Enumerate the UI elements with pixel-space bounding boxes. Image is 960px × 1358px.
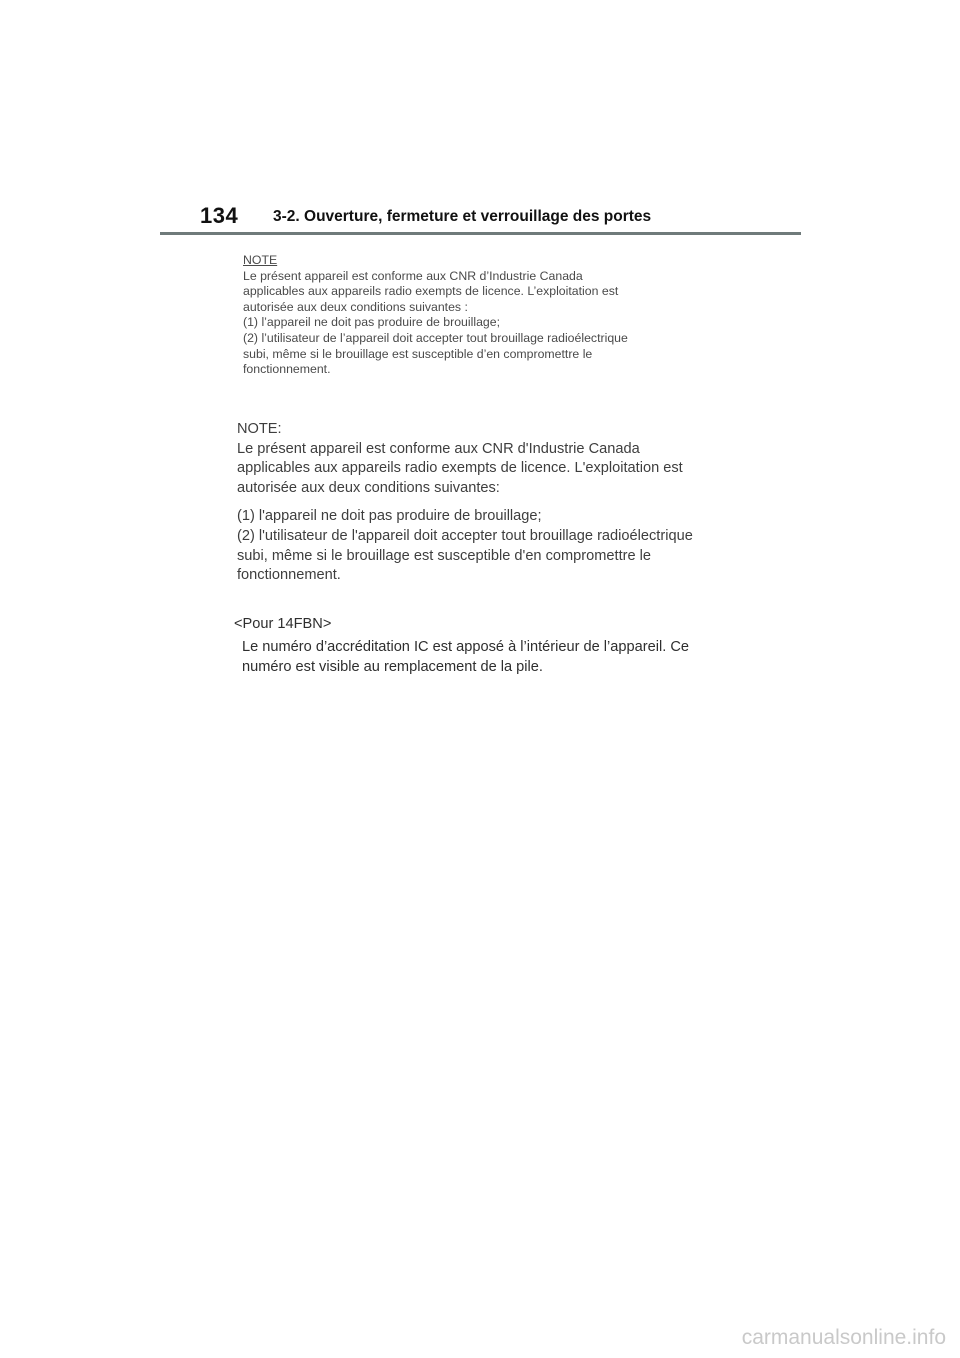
note-large-block bbox=[237, 420, 693, 586]
header-rule bbox=[160, 232, 801, 235]
note-small-line: Le présent appareil est conforme aux CNR d’Industrie Canada bbox=[243, 268, 583, 283]
note-large-title: NOTE: bbox=[237, 421, 282, 437]
model-note-line: Le numéro d’accréditation IC est apposé à l’intérieur de l’appareil. Ce bbox=[242, 639, 689, 655]
note-large-line: applicables aux appareils radio exempts de licence. L'exploitation est bbox=[237, 460, 683, 477]
note-large-line: autorisée aux deux conditions suivantes: bbox=[237, 479, 500, 496]
note-small-line: (1) l’appareil ne doit pas produire de brouillage; bbox=[243, 315, 501, 330]
note-large-line: (2) l'utilisateur de l'appareil doit accepter tout brouillage radioélectrique bbox=[237, 527, 693, 544]
model-note-line: numéro est visible au remplacement de la pile. bbox=[242, 658, 543, 675]
paragraph-gap bbox=[237, 498, 693, 507]
note-small-line: subi, même si le brouillage est susceptible d’en compromettre le bbox=[243, 346, 593, 361]
note-small-title: NOTE bbox=[243, 253, 278, 267]
note-small-line: autorisée aux deux conditions suivantes : bbox=[243, 299, 468, 314]
section-title: 3-2. Ouverture, fermeture et verrouillage des portes bbox=[273, 208, 652, 225]
note-small-block bbox=[243, 253, 628, 378]
note-large-line: Le présent appareil est conforme aux CNR d'Industrie Canada bbox=[237, 440, 640, 457]
note-large-line: subi, même si le brouillage est susceptible d'en compromettre le bbox=[237, 547, 652, 564]
note-large-line: (1) l'appareil ne doit pas produire de brouillage; bbox=[237, 508, 542, 525]
note-large-line: fonctionnement. bbox=[237, 567, 341, 584]
note-small-line: applicables aux appareils radio exempts de licence. L’exploitation est bbox=[243, 284, 619, 299]
watermark: carmanualsonline.info bbox=[741, 1326, 946, 1349]
model-note-block bbox=[242, 638, 689, 677]
model-label: <Pour 14FBN> bbox=[234, 616, 332, 632]
note-small-line: (2) l’utilisateur de l’appareil doit accepter tout brouillage radioélectrique bbox=[243, 330, 628, 345]
page-number: 134 bbox=[200, 203, 239, 228]
note-small-line: fonctionnement. bbox=[243, 362, 331, 377]
